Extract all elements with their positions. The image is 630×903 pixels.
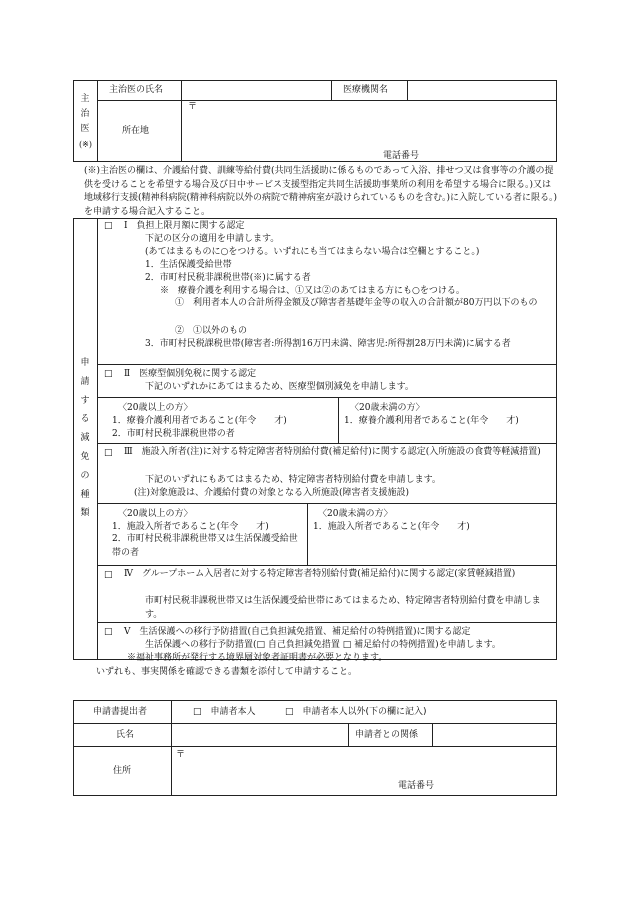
section2-right-item1[interactable]: 1．療養介護利用者であること(年令 才) [344, 416, 519, 426]
section1-heading: Ⅰ 負担上限月額に関する認定 [124, 221, 245, 231]
section1-checkbox[interactable]: □ [104, 221, 113, 231]
attachment-note: いずれも、事実関係を確認できる書類を添付して申請すること。 [96, 667, 358, 677]
section5-checkbox[interactable]: □ [104, 627, 113, 637]
section3-note: (注)対象施設は、介護給付費の対象となる入所施設(障害者支援施設) [134, 488, 410, 498]
section1-note: ※ 療養介護を利用する場合は、①又は②のあてはまる方にも○をつける。 [160, 286, 465, 296]
doctor-section-label: 主 治 医 (※) [79, 94, 92, 149]
section2-right-title: 〈20歳未満の方〉 [350, 403, 425, 413]
relation-label: 申請者との関係 [355, 730, 419, 740]
section2-left-item2[interactable]: 2．市町村民税非課税世帯の者 [112, 429, 235, 439]
institution-field[interactable] [408, 81, 556, 99]
section3-left-title: 〈20歳以上の方〉 [118, 509, 193, 519]
section5-note: ※福祉事務所が発行する境界層対象者証明書が必要となります。 [127, 653, 388, 663]
submitter-address-field[interactable] [172, 747, 556, 777]
institution-label: 医療機関名 [343, 85, 389, 95]
section2-line1: 下記のいずれかにあてはまるため、医療型個別減免を申請します。 [145, 382, 414, 392]
submitter-phone-label: 電話番号 [398, 781, 435, 791]
section2-heading: Ⅱ 医療型個別免税に関する認定 [124, 369, 257, 379]
doctor-name-field[interactable] [182, 81, 330, 99]
doctor-name-label: 主治医の氏名 [109, 85, 164, 95]
section2-left-item1[interactable]: 1．療養介護利用者であること(年令 才) [112, 416, 287, 426]
submitter-other-option[interactable]: □ 申請者本人以外(下の欄に記入) [285, 707, 427, 717]
section1-line2: (あてはまるものに○をつける。いずれにも当てはまらない場合は空欄とすること。) [145, 247, 480, 257]
submitter-self-option[interactable]: □ 申請者本人 [193, 707, 256, 717]
section5-line1: 生活保護への移行予防措置(□ 自己負担減免措置 □ 補足給付の特例措置)を申請します。 [145, 640, 501, 650]
reduction-side-label: 申 請 す る 減 免 の 種 類 [80, 358, 90, 519]
section4-line1: 市町村民税非課税世帯又は生活保護受給世帯にあてはまるため、特定障害者特別給付費を申請します。 [145, 596, 541, 620]
section3-left-item1[interactable]: 1．施設入所者であること(年令 才) [112, 522, 269, 532]
section1-line1: 下記の区分の適用を申請します。 [145, 234, 280, 244]
section3-left-item2[interactable]: 2．市町村民税非課税世帯又は生活保護受給世帯の者 [112, 534, 298, 558]
submitter-label: 申請書提出者 [93, 707, 148, 717]
section5-heading: Ⅴ 生活保護への移行予防措置(自己負担減免措置、補足給付の特例措置)に関する認定 [124, 627, 471, 637]
section3-right-title: 〈20歳未満の方〉 [318, 509, 393, 519]
submitter-address-label: 住所 [113, 766, 132, 776]
section3-right-item1[interactable]: 1．施設入所者であること(年令 才) [313, 522, 470, 532]
submitter-name-label: 氏名 [116, 730, 135, 740]
section1-sub2[interactable]: ② ①以外のもの [175, 326, 248, 336]
section2-left-title: 〈20歳以上の方〉 [118, 403, 193, 413]
section1-item3[interactable]: 3．市町村民税課税世帯(障害者:所得割16万円未満、障害児:所得割28万円未満)に属する者 [145, 339, 511, 349]
section2-checkbox[interactable]: □ [104, 369, 113, 379]
relation-field[interactable] [433, 724, 556, 745]
section4-heading: Ⅳ グループホーム入居者に対する特定障害者特別給付費(補足給付)に関する認定(家賃軽減措置) [124, 569, 516, 579]
doctor-phone-label: 電話番号 [383, 151, 420, 161]
submitter-postal-mark: 〒 [176, 750, 186, 760]
doctor-address-label: 所在地 [122, 126, 150, 136]
submitter-name-field[interactable] [172, 724, 347, 745]
section1-sub1[interactable]: ① 利用者本人の合計所得金額及び障害者基礎年金等の収入の合計額が80万円以下のもの [175, 298, 538, 308]
doctor-address-field[interactable] [182, 101, 556, 151]
section1-item1[interactable]: 1．生活保護受給世帯 [145, 260, 232, 270]
section3-heading: Ⅲ 施設入所者(注)に対する特定障害者特別給付費(補足給付)に関する認定(入所施設の食費等軽減措置) [124, 447, 541, 457]
section3-checkbox[interactable]: □ [104, 448, 113, 458]
postal-mark: 〒 [188, 102, 198, 112]
section3-line1: 下記のいずれにもあてはまるため、特定障害者特別給付費を申請します。 [145, 475, 441, 485]
section1-item2[interactable]: 2．市町村民税非課税世帯(※)に属する者 [145, 273, 311, 283]
doctor-note: (※)主治医の欄は、介護給付費、訓練等給付費(共同生活援助に係るものであって入浴、排せつ又は食事等の介護の提供を受けることを希望する場合及び日中サービス支援型指定共同生活援助事業所の利用を希望する場合に限る。)又は地域移行支援(精神科病院(精神科病院以外の病院で精神病室が設けられているものを含む。)に入院している者に限る。)を申請する場合記入すること。 [84, 166, 558, 217]
section4-checkbox[interactable]: □ [104, 570, 113, 580]
